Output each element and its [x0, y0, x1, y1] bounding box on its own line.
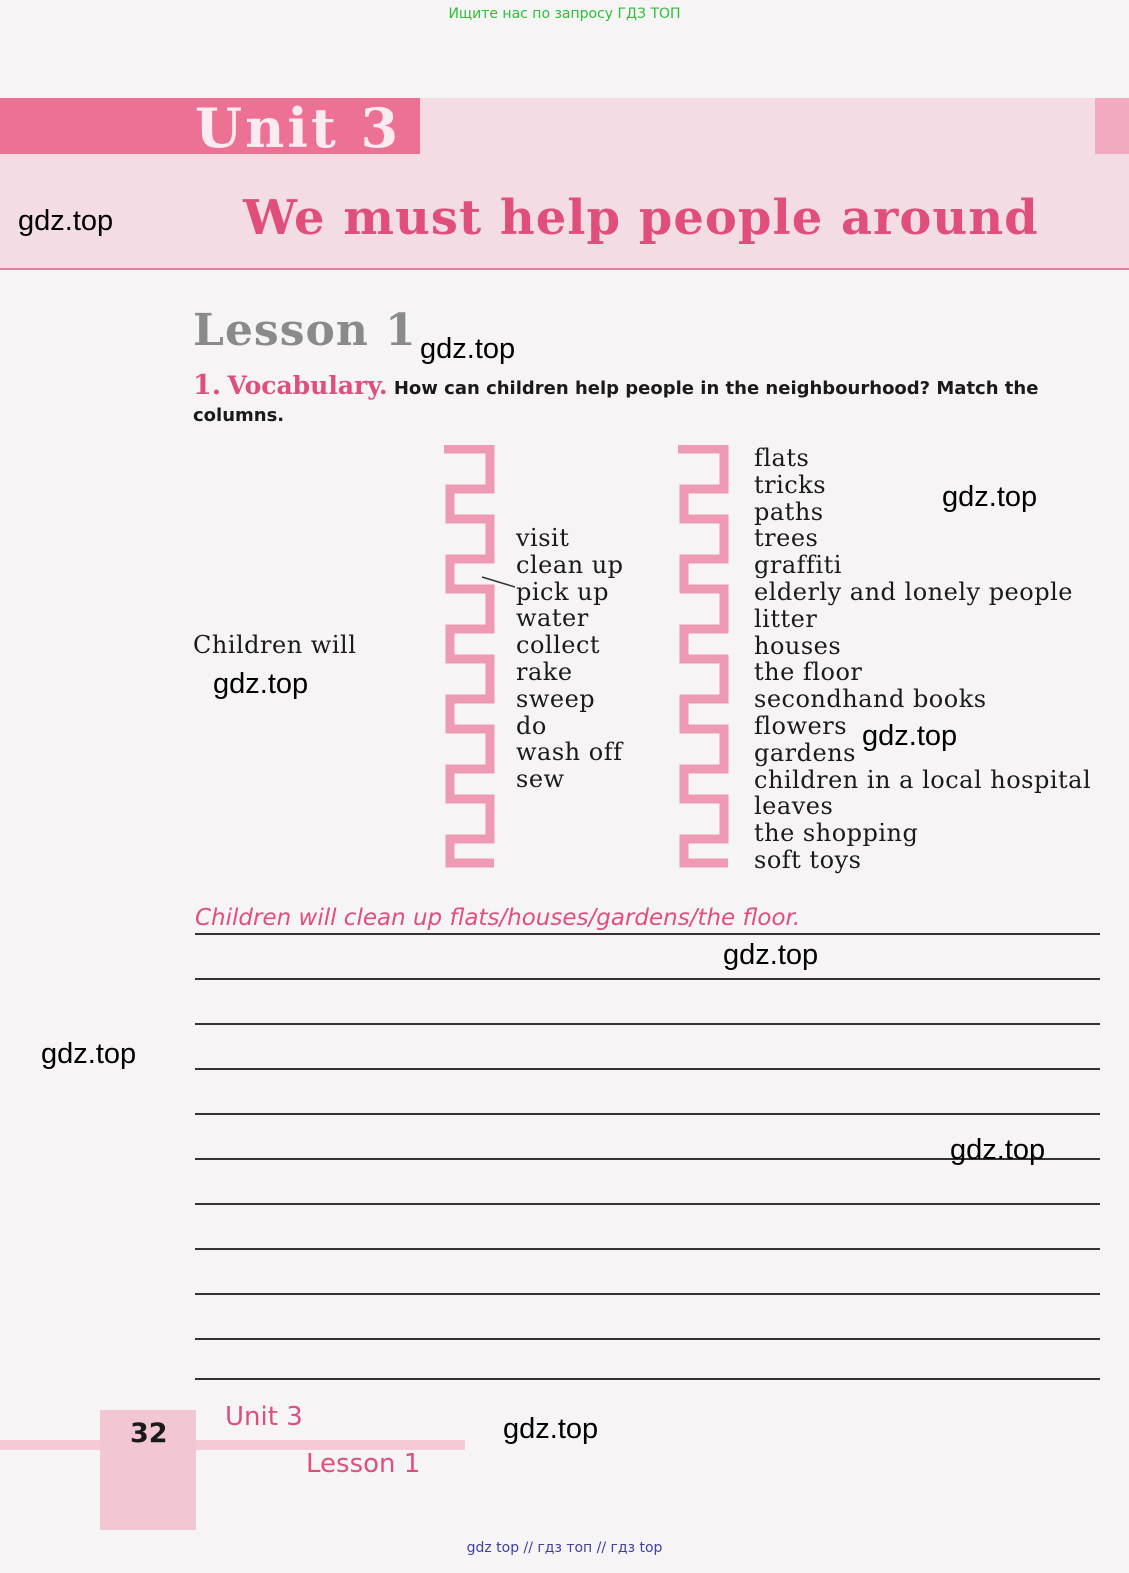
writing-line: [195, 1068, 1100, 1070]
verb-item: water: [516, 604, 589, 633]
task-heading: Vocabulary.: [227, 371, 388, 400]
verb-item: visit: [516, 524, 570, 552]
verbs-column: [516, 525, 624, 793]
writing-line: [195, 1203, 1100, 1205]
footer-unit: Unit 3: [225, 1402, 303, 1432]
object-item: the shopping: [754, 819, 919, 848]
left-zigzag: [444, 449, 494, 863]
bottom-banner-note: gdz top // гдз топ // гдз top: [466, 1540, 663, 1556]
object-item: elderly and lonely people: [754, 577, 1073, 606]
object-item: leaves: [754, 792, 834, 821]
lesson-title: Lesson 1: [193, 305, 417, 356]
object-item: soft toys: [754, 845, 862, 874]
task-number: 1.: [193, 370, 222, 401]
verb-item: do: [516, 711, 547, 740]
verb-item: clean up: [516, 550, 624, 579]
writing-line: [195, 1338, 1100, 1340]
object-item: tricks: [754, 470, 827, 499]
footer-lesson: Lesson 1: [306, 1449, 421, 1479]
header-divider: [0, 268, 1129, 270]
watermark: gdz.top: [420, 333, 516, 365]
writing-line: [195, 1113, 1100, 1115]
object-item: secondhand books: [754, 685, 987, 714]
watermark: gdz.top: [41, 1038, 137, 1070]
object-item: graffiti: [754, 551, 842, 580]
task-1: [193, 372, 1098, 429]
sentence-stem: Children will: [193, 631, 357, 659]
watermark: gdz.top: [862, 720, 958, 752]
object-item: gardens: [754, 738, 856, 767]
objects-column: [754, 445, 1091, 874]
writing-line: [195, 1378, 1100, 1380]
object-item: houses: [754, 631, 842, 660]
writing-line: [195, 1248, 1100, 1250]
page-number: 32: [130, 1418, 168, 1449]
watermark: gdz.top: [942, 481, 1038, 513]
object-item: paths: [754, 497, 824, 526]
verb-item: sew: [516, 765, 565, 794]
watermark: gdz.top: [723, 939, 819, 971]
verb-item: collect: [516, 631, 601, 660]
verb-item: rake: [516, 657, 573, 686]
object-item: flowers: [754, 711, 848, 740]
verb-item: sweep: [516, 684, 596, 713]
writing-line: [195, 933, 1100, 935]
handwritten-answer: Children will clean up flats/houses/gardens/the floor.: [195, 905, 801, 931]
unit-title: Unit 3: [195, 96, 402, 160]
writing-line: [195, 978, 1100, 980]
watermark: gdz.top: [950, 1134, 1046, 1166]
object-item: children in a local hospital: [754, 765, 1092, 794]
unit-subtitle: We must help people around: [243, 190, 1039, 246]
watermark: gdz.top: [213, 668, 309, 700]
object-item: litter: [754, 604, 818, 633]
watermark: gdz.top: [18, 205, 114, 237]
task-instruction: How can children help people in the neighbourhood? Match the columns.: [193, 378, 1039, 426]
verb-item: pick up: [516, 577, 609, 606]
right-zigzag: [678, 449, 728, 863]
object-item: flats: [754, 444, 810, 472]
writing-line: [195, 1023, 1100, 1025]
writing-line: [195, 1293, 1100, 1295]
verb-item: wash off: [516, 738, 623, 767]
header-right-stub: [1095, 98, 1129, 154]
watermark: gdz.top: [503, 1413, 599, 1445]
object-item: the floor: [754, 658, 863, 687]
object-item: trees: [754, 524, 819, 553]
top-banner-note: Ищите нас по запросу ГДЗ ТОП: [448, 6, 681, 22]
